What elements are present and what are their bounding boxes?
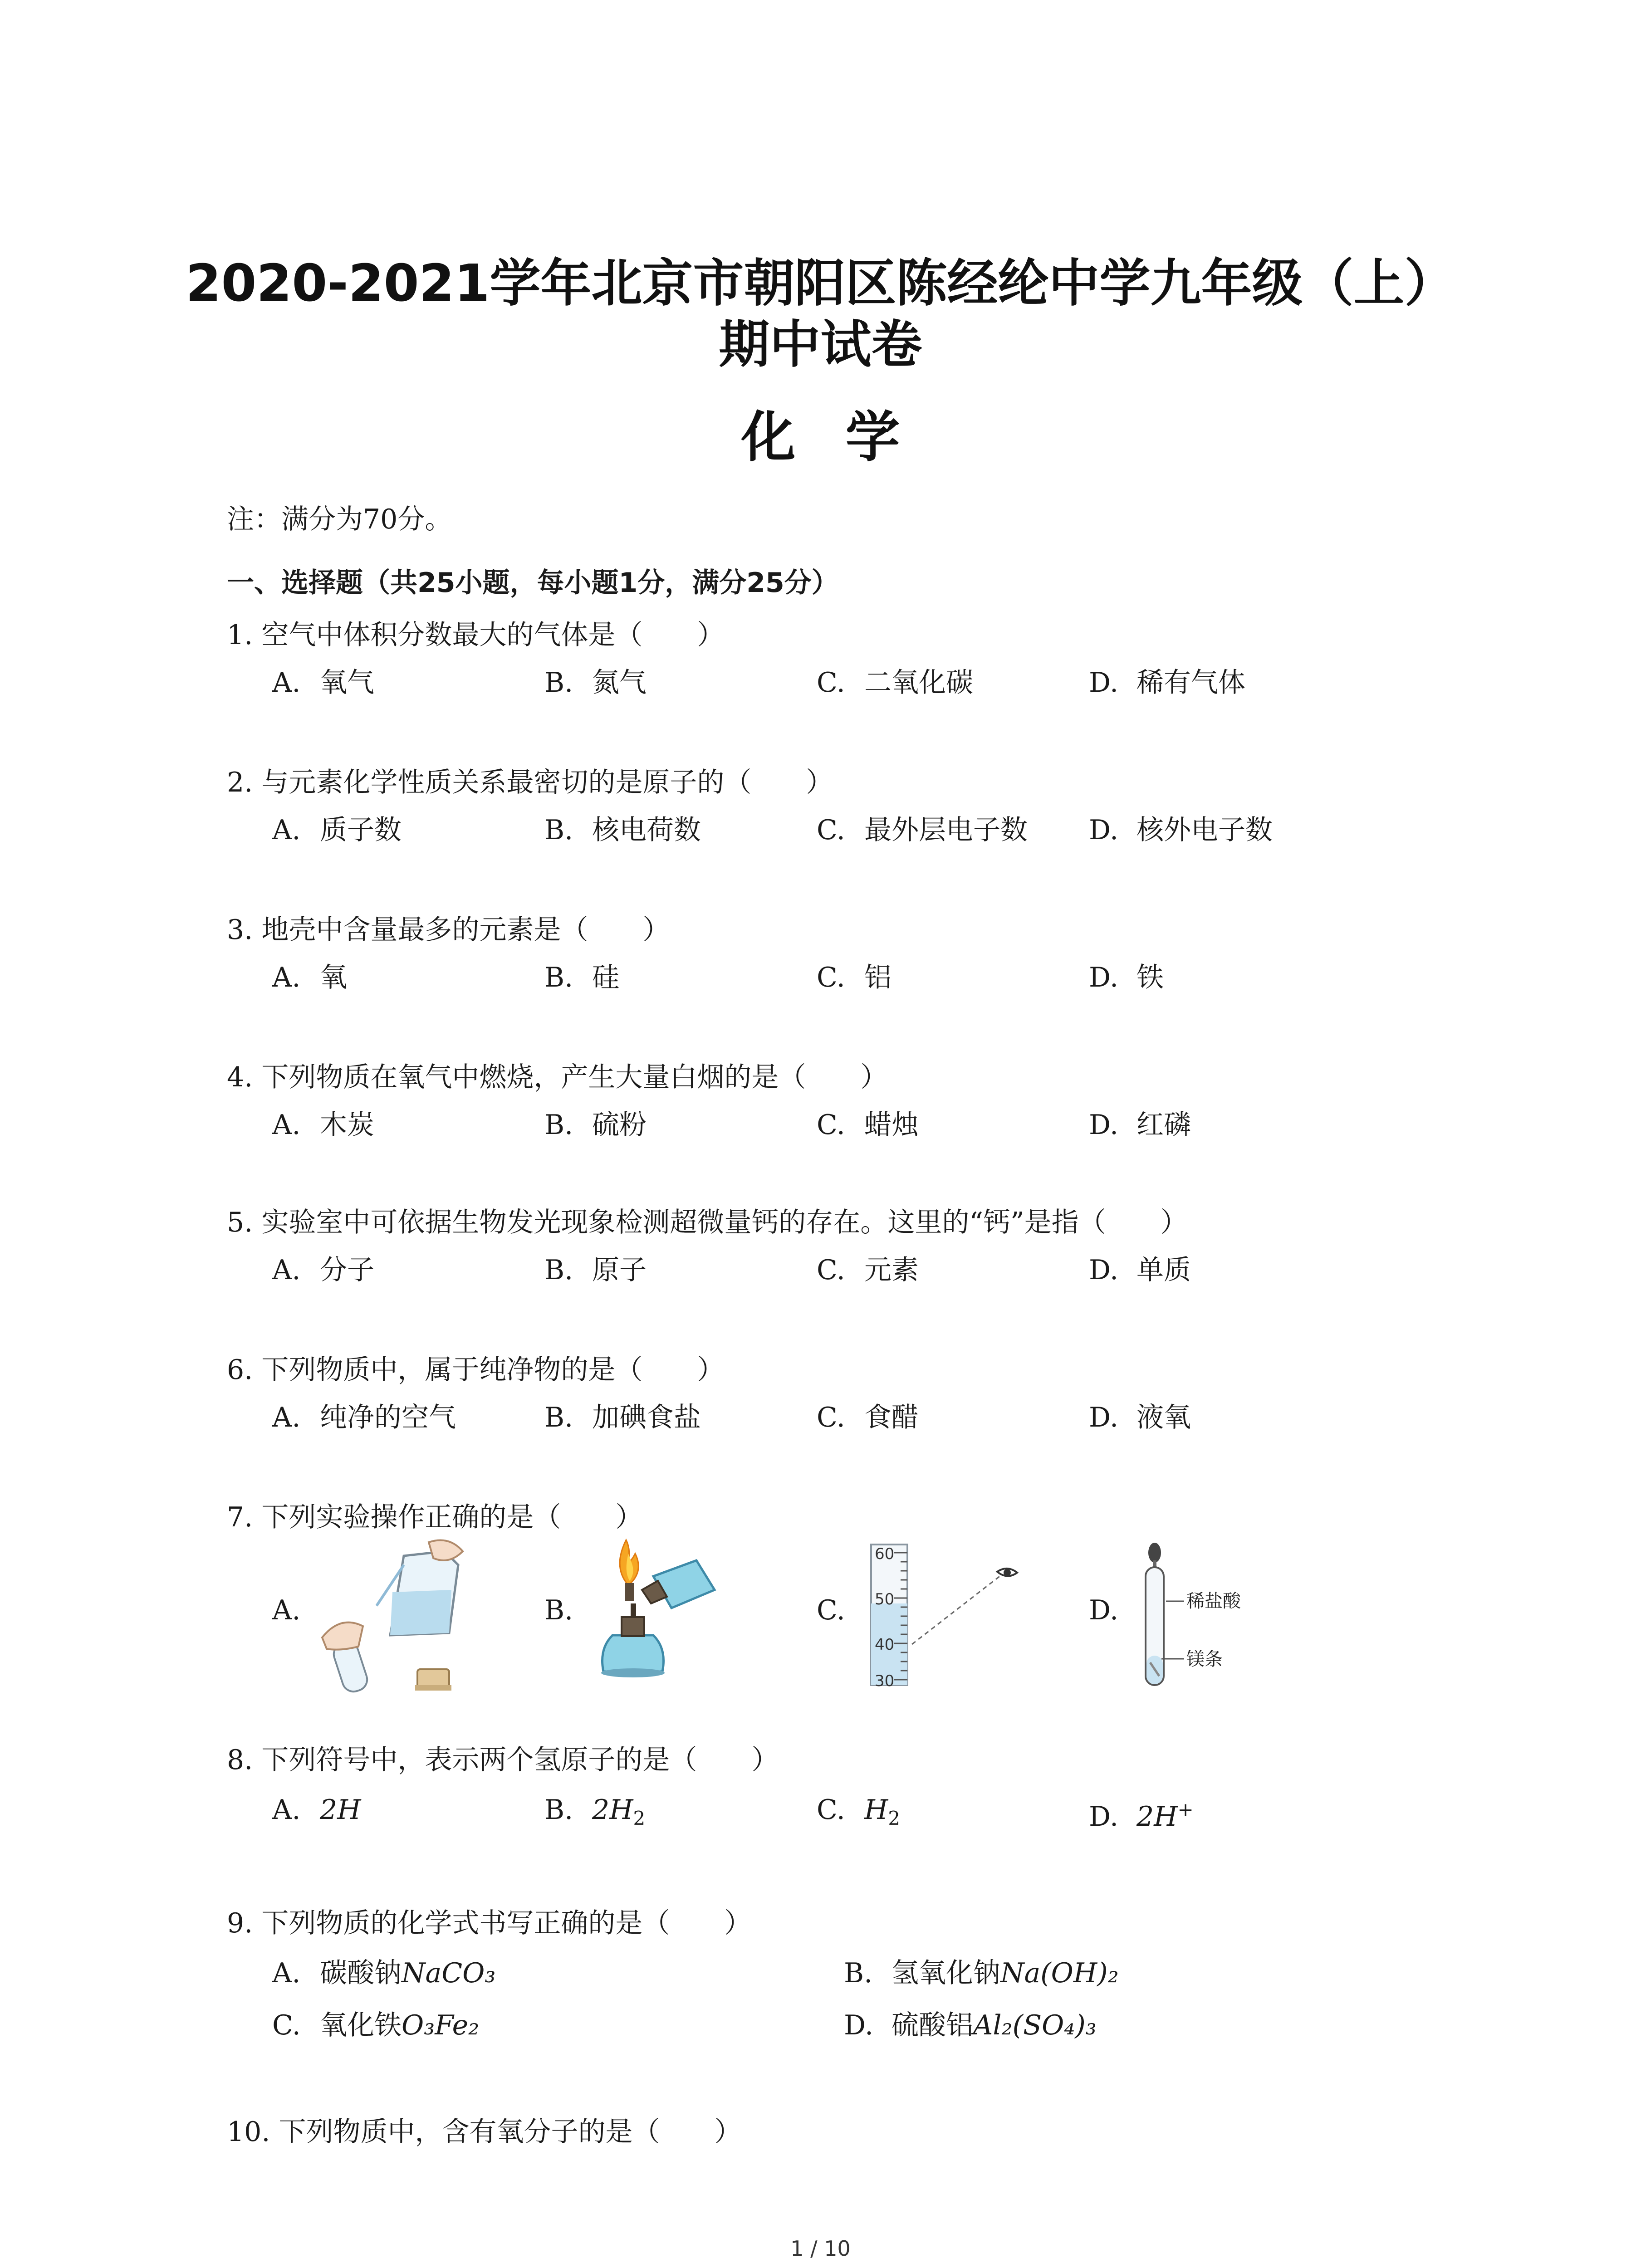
q7-option-c-letter: C. [817,1594,845,1626]
page-number: 1 / 10 [790,2236,851,2261]
test-tube-dropper-figure [1134,1540,1284,1694]
q3-option-d: D. 铁 [1089,962,1164,993]
q1-option-b: B. 氮气 [544,667,647,699]
question-2-stem: 2. 与元素化学性质关系最密切的是原子的（ ） [227,767,833,798]
q3-option-a: A. 氧 [272,962,347,993]
q5-option-b: B. 原子 [544,1254,647,1286]
q7-option-d-letter: D. [1089,1594,1119,1626]
question-3-stem: 3. 地壳中含量最多的元素是（ ） [227,914,670,946]
question-5-stem: 5. 实验室中可依据生物发光现象检测超微量钙的存在。这里的“钙”是指（ ） [227,1207,1188,1238]
q8-option-a: A. 2H [272,1794,361,1826]
q6-option-d: D. 液氧 [1089,1402,1191,1433]
q4-option-c: C. 蜡烛 [817,1109,919,1141]
q7-option-a-letter: A. [272,1594,301,1626]
q5-option-d: D. 单质 [1089,1254,1191,1286]
graduated-cylinder-figure [853,1540,1025,1690]
question-9-stem: 9. 下列物质的化学式书写正确的是（ ） [227,1907,752,1939]
cylinder-tick-40: 40 [875,1636,895,1654]
q6-option-b: B. 加碘食盐 [544,1402,701,1433]
q9-option-c: C. 氧化铁O₃Fe₂ [272,2009,480,2041]
q8-option-b: B. $2H_2$ [544,1794,646,1829]
q4-option-d: D. 红磷 [1089,1109,1191,1141]
q9-option-b: B. 氢氧化钠Na(OH)₂ [844,1957,1119,1989]
question-10-stem: 10. 下列物质中，含有氧分子的是（ ） [227,2116,742,2148]
label-magnesium-strip: 镁条 [1186,1649,1223,1670]
q3-option-c: C. 铝 [817,962,892,993]
q4-option-a: A. 木炭 [272,1109,374,1141]
q7-option-b-letter: B. [544,1594,573,1626]
section-heading: 一、选择题（共25小题，每小题1分，满分25分） [227,567,839,599]
question-7-stem: 7. 下列实验操作正确的是（ ） [227,1501,643,1533]
q2-option-b: B. 核电荷数 [544,814,701,846]
alcohol-lamp-figure [585,1535,730,1690]
q9-option-a: A. 碳酸钠NaCO₃ [272,1957,496,1989]
q1-option-a: A. 氧气 [272,667,374,699]
q2-option-a: A. 质子数 [272,814,402,846]
q2-option-c: C. 最外层电子数 [817,814,1028,846]
cylinder-tick-30: 30 [875,1672,895,1690]
q8-option-d: D. 2H+ [1089,1799,1194,1833]
q4-option-b: B. 硫粉 [544,1109,647,1141]
q5-option-c: C. 元素 [817,1254,919,1286]
cylinder-tick-60: 60 [875,1545,895,1563]
q2-option-d: D. 核外电子数 [1089,814,1273,846]
label-hydrochloric-acid: 稀盐酸 [1186,1591,1241,1612]
question-8-stem: 8. 下列符号中，表示两个氢原子的是（ ） [227,1744,779,1776]
question-6-stem: 6. 下列物质中，属于纯净物的是（ ） [227,1354,725,1386]
q3-option-b: B. 硅 [544,962,619,993]
q6-option-c: C. 食醋 [817,1402,919,1433]
cylinder-tick-50: 50 [875,1590,895,1608]
pouring-liquid-figure [313,1538,495,1701]
q5-option-a: A. 分子 [272,1254,374,1286]
question-4-stem: 4. 下列物质在氧气中燃烧，产生大量白烟的是（ ） [227,1061,888,1093]
q6-option-a: A. 纯净的空气 [272,1402,456,1433]
q8-option-c: C. $H_2$ [817,1794,901,1829]
q1-option-c: C. 二氧化碳 [817,667,973,699]
exam-title-line1: 2020-2021学年北京市朝阳区陈经纶中学九年级（上） [186,254,1455,313]
score-note: 注：满分为70分。 [227,503,452,535]
question-1-stem: 1. 空气中体积分数最大的气体是（ ） [227,619,725,651]
subject-title: 化学 [741,406,950,469]
q1-option-d: D. 稀有气体 [1089,667,1245,699]
q9-option-d: D. 硫酸铝Al₂(SO₄)₃ [844,2009,1097,2041]
exam-title-line2: 期中试卷 [719,315,922,374]
